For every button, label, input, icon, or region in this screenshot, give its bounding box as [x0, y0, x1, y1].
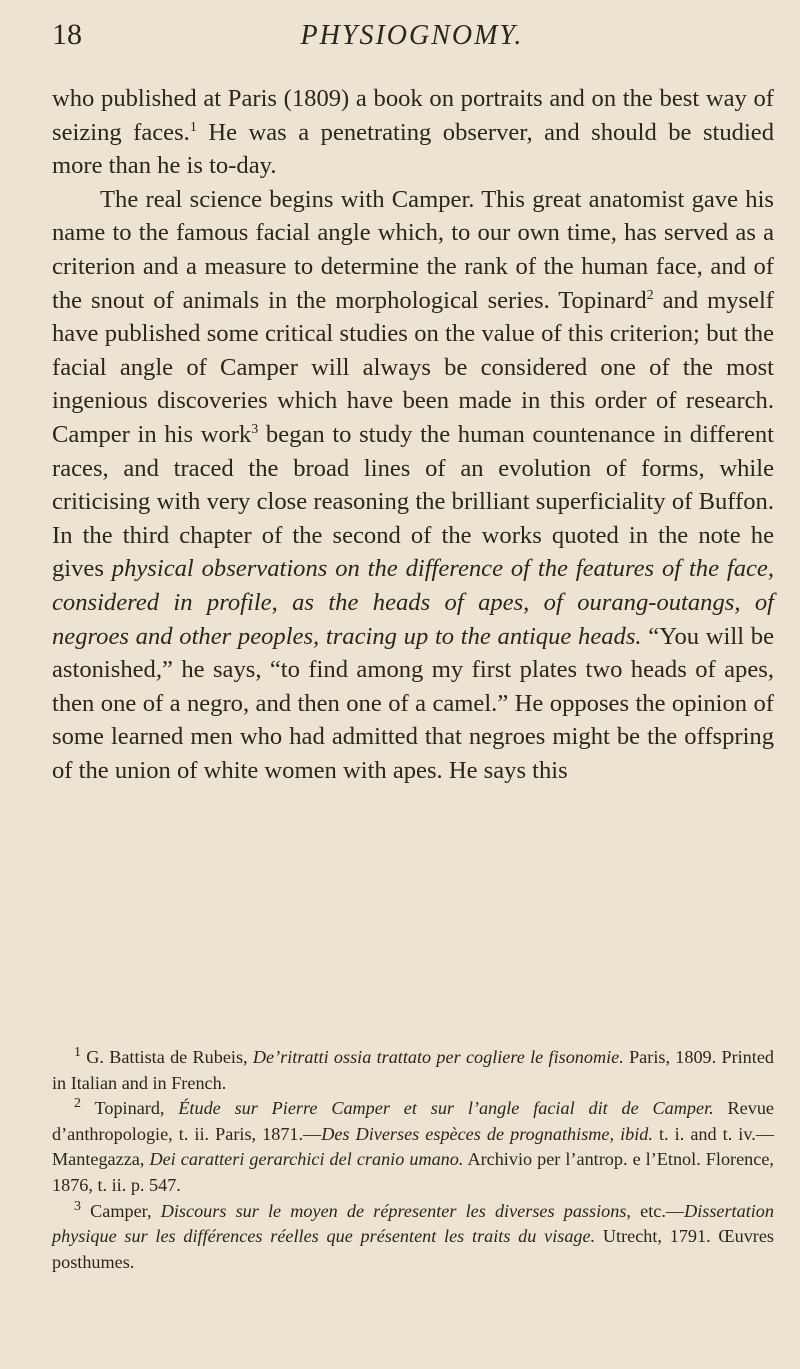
text-run: etc.— — [630, 1200, 685, 1221]
text-run: who published at Paris (1809) a book on portraits and on the best way of seizing faces. — [52, 85, 774, 146]
text-run: The real science begins with Camper. This great anatomist gave his name to the famous facial angle which, to our own time, has served as a criterion and a measure to determine the rank of the human face, and of the snout of animals in the morphological series. Topinard — [52, 185, 774, 314]
footnote — [52, 1045, 774, 1096]
italic-text: physical observations on the difference of the features of the face, considered in profile, as the heads of apes, of ourang-outangs, of negroes and other peoples, tracing up to the antique heads. — [52, 555, 774, 650]
footnote — [52, 1096, 774, 1198]
italic-text: Dei caratteri gerarchici del cranio umano. — [149, 1149, 464, 1170]
note-marker: 3 — [251, 421, 259, 437]
text-run: Revue d’anthropologie, t. ii. Paris, 1871.— — [52, 1098, 774, 1144]
text-run: and myself have published some critical studies on the value of this criterion; but the facial angle of Camper will always be considered one of the most ingenious discoveries which have been made in this order of research. Camper in his work — [52, 286, 774, 448]
note-marker: 1 — [189, 119, 197, 135]
text-run: t. i. and t. iv.—Mantegazza, — [52, 1123, 775, 1170]
running-head: PHYSIOGNOMY. — [300, 20, 524, 51]
note-marker: 1 — [74, 1044, 81, 1060]
text-run: Camper, — [81, 1200, 161, 1221]
text-run: Topinard, — [81, 1098, 179, 1119]
page-header — [52, 14, 772, 58]
note-marker: 2 — [74, 1096, 81, 1112]
text-run: He was a penetrating observer, and should be studied more than he is to-day. — [52, 118, 774, 180]
footnotes — [52, 1045, 774, 1275]
text-run: Archivio per l’antrop. e l’Etnol. Florence, 1876, t. ii. p. 547. — [52, 1149, 774, 1195]
text-run: “You will be astonished,” he says, “to find among my first plates two heads of apes, then one of a negro, and then one of a camel.” He opposes the opinion of some learned men who had admitted that negroes might be the offspring of the union of white women with apes. He says this — [52, 622, 774, 784]
italic-text: Étude sur Pierre Camper et sur l’angle facial dit de Camper. — [178, 1098, 714, 1119]
text-run: Utrecht, 1791. Œuvres posthumes. — [52, 1226, 774, 1272]
italic-text: Dissertation physique sur les différences réelles que présentent les traits du visage. — [52, 1200, 774, 1247]
text-run: began to study the human countenance in different races, and traced the broad lines of an evolution of forms, while criticising with very close reasoning the brilliant superficiality of Buffon. In the third chapter of the second of the works quoted in the note he gives — [52, 420, 774, 583]
paragraph — [52, 183, 774, 788]
page-number: 18 — [52, 18, 82, 51]
body-text — [52, 82, 774, 787]
italic-text: Discours sur le moyen de répresenter les diverses passions, — [160, 1200, 631, 1221]
note-marker: 3 — [74, 1198, 81, 1214]
paragraph — [52, 82, 774, 183]
text-run: Paris, 1809. Printed in Italian and in French. — [52, 1047, 774, 1093]
note-marker: 2 — [646, 287, 654, 303]
footnote — [52, 1199, 774, 1276]
italic-text: De’ritratti ossia trattato per cogliere le fisonomie. — [252, 1047, 624, 1067]
italic-text: Des Diverses espèces de prognathisme, ibid. — [321, 1123, 653, 1144]
text-run: G. Battista de Rubeis, — [81, 1047, 253, 1067]
